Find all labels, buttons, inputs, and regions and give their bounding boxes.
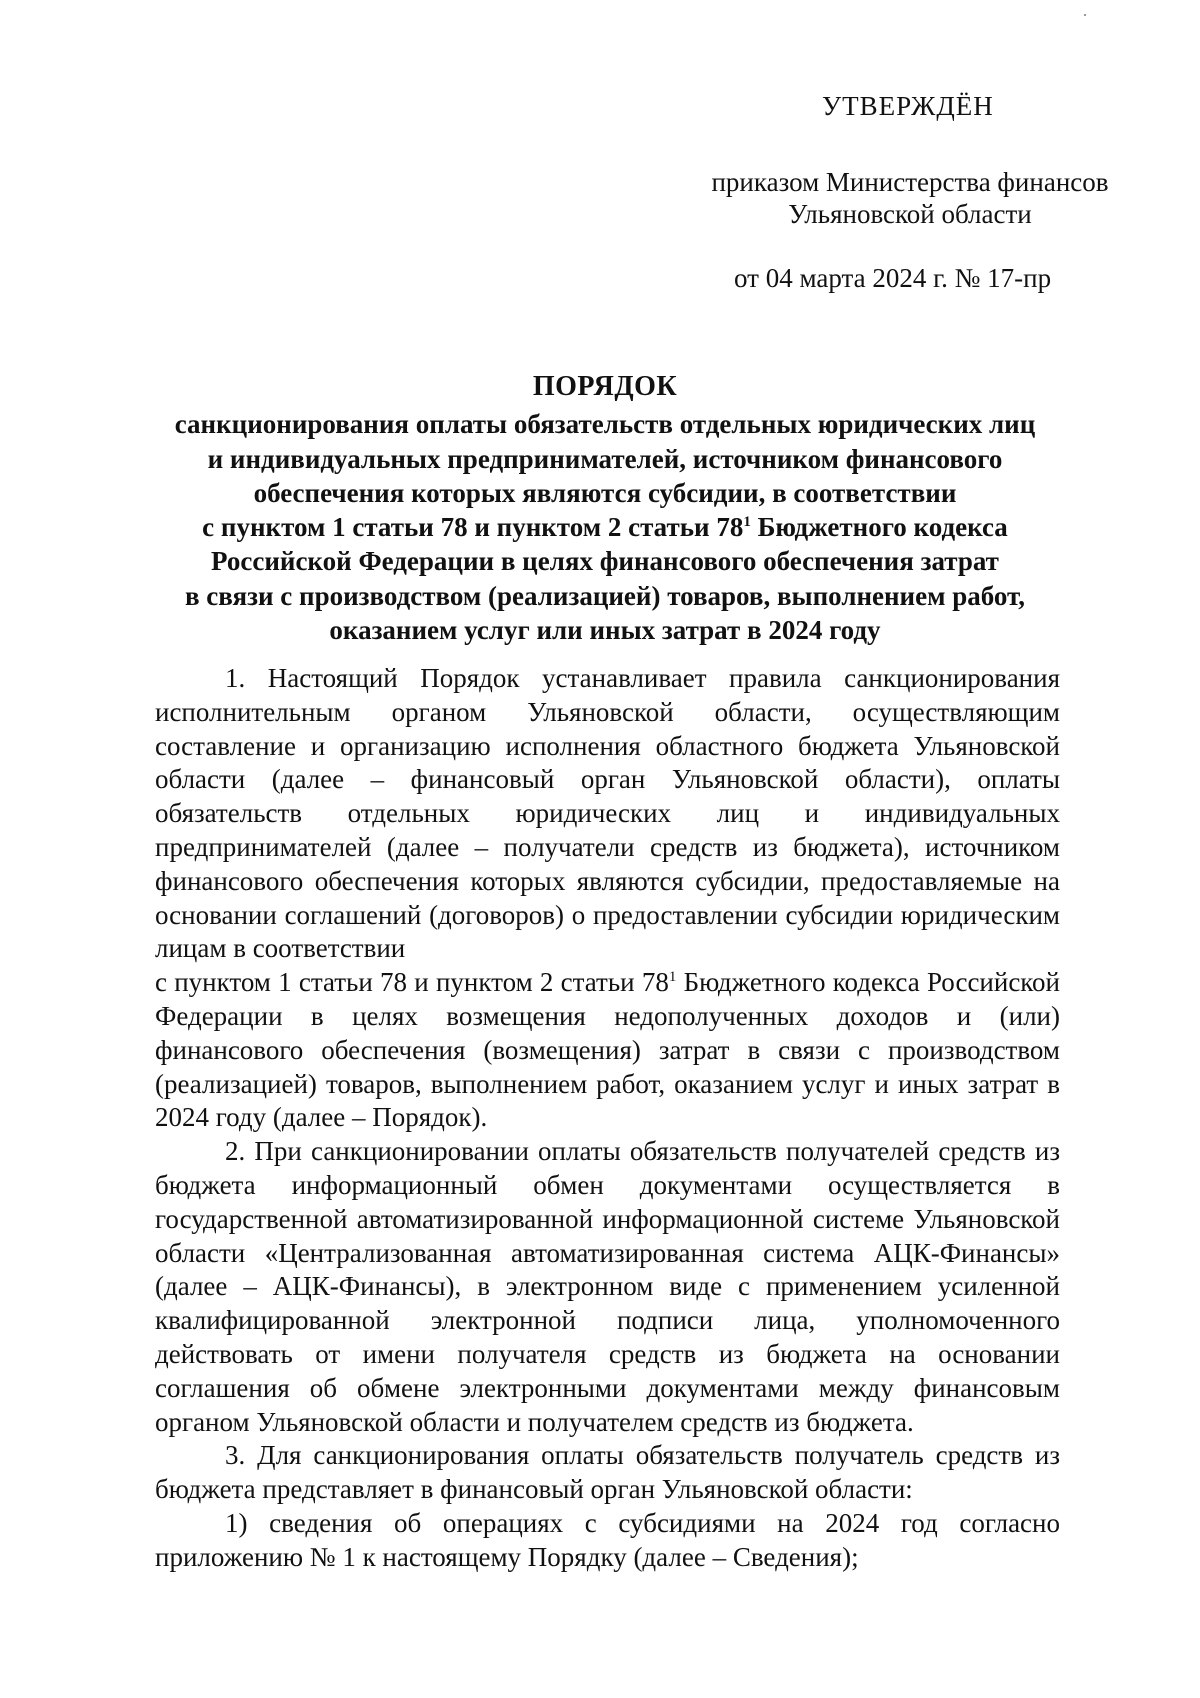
subtitle-line-7: оказанием услуг или иных затрат в 2024 году	[329, 615, 881, 646]
subtitle-line-4-start: с пунктом 1 статьи 78 и пунктом 2 статьи 78	[202, 512, 744, 543]
paragraph-1-continued-end: Бюджетного кодекса Российской Федерации в целях возмещения недополученных доходов и (или) финансового обеспечения (возмещения) затрат в связи с производством (реализацией) товаров, выполнением работ, оказанием услуг и иных затрат в 2024 году (далее – Порядок).	[155, 967, 1060, 1133]
subtitle-line-4	[150, 510, 1060, 544]
approval-order-line: приказом Министерства финансов	[711, 167, 1109, 197]
article-superscript: 1	[743, 514, 751, 531]
paragraph-2: 2. При санкционировании оплаты обязательств получателей средств из бюджета информационный обмен документами осуществляется в государственной автоматизированной информационной системе Ульяновской области «Централизованная автоматизированная система АЦК-Финансы» (далее – АЦК-Финансы), в электронном виде с применением усиленной квалифицированной электронной подписи лица, уполномоченного действовать от имени получателя средств из бюджета на основании соглашения об обмене электронными документами между финансовым органом Ульяновской области и получателем средств из бюджета.	[155, 1136, 1060, 1437]
document-title-block	[150, 370, 1060, 647]
paragraph-1-continued	[155, 966, 1060, 1135]
document-title: ПОРЯДОК	[532, 371, 678, 402]
paragraph-1: 1. Настоящий Порядок устанавливает правила санкционирования исполнительным органом Ульяновской области, осуществляющим составление и организацию исполнения областного бюджета Ульяновской области (далее – финансовый орган Ульяновской области), оплаты обязательств отдельных юридических лиц и индивидуальных предпринимателей (далее – получатели средств из бюджета), источником финансового обеспечения которых являются субсидии, предоставляемые на основании соглашений (договоров) о предоставлении субсидии юридическим лицам в соответствии	[155, 663, 1060, 964]
subtitle-line-3: обеспечения которых являются субсидии, в соответствии	[253, 477, 957, 508]
subtitle-line-2: и индивидуальных предпринимателей, источником финансового	[207, 443, 1003, 474]
paragraph-3-item-1: 1) сведения об операциях с субсидиями на 2024 год согласно приложению № 1 к настоящему Порядку (далее – Сведения);	[155, 1507, 1060, 1572]
paragraph-3: 3. Для санкционирования оплаты обязательств получатель средств из бюджета представляет в финансовый орган Ульяновской области:	[155, 1440, 1060, 1505]
paragraph-1-continued-start: с пунктом 1 статьи 78 и пунктом 2 статьи 78	[155, 967, 669, 998]
subtitle-line-6: в связи с производством (реализацией) товаров, выполнением работ,	[184, 580, 1026, 611]
article-superscript-body: 1	[668, 969, 677, 986]
subtitle-line-4-end: Бюджетного кодекса	[750, 512, 1008, 543]
document-body	[155, 662, 1060, 1575]
scan-mark	[1084, 14, 1086, 16]
subtitle-line-1: санкционирования оплаты обязательств отдельных юридических лиц	[174, 409, 1036, 440]
approval-date-line: от 04 марта 2024 г. № 17-пр	[734, 263, 1052, 293]
approved-label: УТВЕРЖДЁН	[822, 91, 994, 121]
subtitle-line-5: Российской Федерации в целях финансового обеспечения затрат	[211, 546, 999, 577]
approval-region-line: Ульяновской области	[788, 199, 1032, 229]
